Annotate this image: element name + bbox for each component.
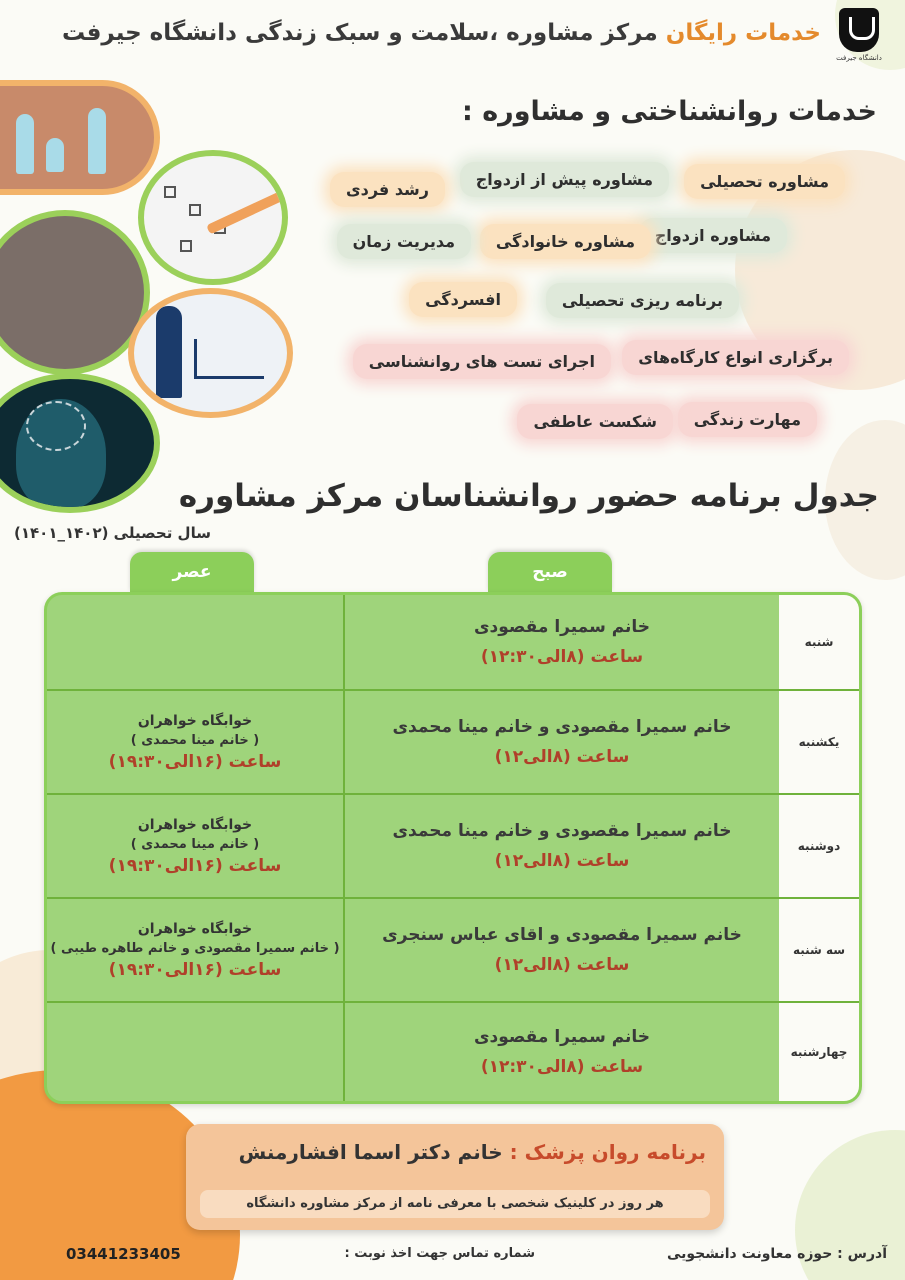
psychiatrist-note: هر روز در کلینیک شخصی با معرفی نامه از مرکز مشاوره دانشگاه	[200, 1190, 710, 1218]
morning-names: خانم سمیرا مقصودی	[473, 1027, 651, 1047]
morning-names: خانم سمیرا مقصودی	[473, 617, 651, 637]
evening-cell	[47, 595, 343, 689]
table-row	[47, 595, 859, 691]
title-rest: مرکز مشاوره ،سلامت و سبک زندگی دانشگاه جیرفت	[61, 20, 666, 46]
morning-cell	[343, 899, 779, 1001]
morning-cell	[343, 691, 779, 793]
evening-hours: ساعت (۱۶الی۱۹:۳۰)	[108, 959, 282, 980]
header	[20, 8, 887, 60]
evening-cell	[47, 899, 343, 1001]
psychiatrist-box	[186, 1124, 724, 1230]
morning-names: خانم سمیرا مقصودی و خانم مینا محمدی	[392, 821, 732, 841]
evening-cell	[47, 1003, 343, 1101]
logo-caption: دانشگاه جیرفت	[836, 54, 882, 62]
evening-cell	[47, 691, 343, 793]
day-cell: یکشنبه	[779, 691, 859, 793]
column-header-morning: صبح	[488, 552, 612, 592]
evening-names: ( خانم مینا محمدی )	[130, 836, 260, 852]
service-pill: مهارت زندگی	[678, 402, 817, 437]
footer	[18, 1244, 887, 1270]
university-logo	[831, 8, 887, 68]
morning-cell	[343, 1003, 779, 1101]
table-row	[47, 899, 859, 1003]
morning-hours: ساعت (۸الی۱۲)	[494, 851, 630, 871]
photo-collage	[0, 70, 305, 510]
morning-cell	[343, 595, 779, 689]
service-pill: مشاوره ازدواج	[639, 218, 787, 253]
morning-names: خانم سمیرا مقصودی و اقای عباس سنجری	[382, 925, 742, 945]
service-pill: شکست عاطفی	[517, 404, 673, 439]
psychiatrist-label: برنامه روان پزشک :	[502, 1140, 706, 1164]
person-figure-icon	[16, 114, 34, 174]
schedule-table	[44, 592, 862, 1104]
pen-icon	[206, 187, 288, 234]
stairs-icon	[194, 339, 264, 379]
day-cell: سه شنبه	[779, 899, 859, 1001]
schedule-title: جدول برنامه حضور روانشناسان مرکز مشاوره	[178, 478, 879, 514]
morning-hours: ساعت (۸الی۱۲:۳۰)	[480, 647, 644, 667]
service-pill: مشاوره تحصیلی	[684, 164, 845, 199]
morning-names: خانم سمیرا مقصودی و خانم مینا محمدی	[392, 717, 732, 737]
family-photo	[0, 80, 160, 195]
service-pill: مدیریت زمان	[337, 224, 471, 259]
walking-figure-icon	[156, 306, 182, 398]
service-pill: رشد فردی	[330, 172, 445, 207]
evening-names: ( خانم سمیرا مقصودی و خانم طاهره طیبی )	[50, 940, 340, 956]
evening-hours: ساعت (۱۶الی۱۹:۳۰)	[108, 751, 282, 772]
shield-icon	[839, 8, 879, 52]
evening-place: خوابگاه خواهران	[137, 712, 253, 729]
service-pill: برنامه ریزی تحصیلی	[546, 283, 739, 318]
day-cell: چهارشنبه	[779, 1003, 859, 1101]
service-pill: مشاوره پیش از ازدواج	[460, 162, 669, 197]
morning-hours: ساعت (۸الی۱۲:۳۰)	[480, 1057, 644, 1077]
psychiatrist-line	[239, 1140, 706, 1164]
evening-cell	[47, 795, 343, 897]
service-pill: مشاوره خانوادگی	[480, 224, 651, 259]
psychiatrist-name: خانم دکتر اسما افشارمنش	[238, 1140, 503, 1164]
phone-number[interactable]: 03441233405	[66, 1245, 181, 1263]
stairs-drawing-photo	[128, 288, 293, 418]
evening-place: خوابگاه خواهران	[137, 920, 253, 937]
services-title: خدمات روانشناختی و مشاوره :	[462, 96, 877, 127]
address-text: آدرس : حوزه معاونت دانشجویی	[666, 1246, 887, 1262]
evening-names: ( خانم مینا محمدی )	[130, 732, 260, 748]
morning-hours: ساعت (۸الی۱۲)	[494, 955, 630, 975]
evening-place: خوابگاه خواهران	[137, 816, 253, 833]
morning-hours: ساعت (۸الی۱۲)	[494, 747, 630, 767]
service-pill: اجرای تست های روانشناسی	[353, 344, 611, 379]
checkbox-mark-icon	[189, 204, 201, 216]
service-pill: افسردگی	[409, 282, 517, 317]
day-cell: شنبه	[779, 595, 859, 689]
evening-hours: ساعت (۱۶الی۱۹:۳۰)	[108, 855, 282, 876]
person-figure-icon	[88, 108, 106, 174]
page-title	[62, 20, 821, 46]
title-accent: خدمات رایگان	[665, 20, 821, 46]
table-row	[47, 795, 859, 899]
morning-cell	[343, 795, 779, 897]
column-header-evening: عصر	[130, 552, 254, 592]
test-sheet-photo	[138, 150, 288, 285]
checkbox-mark-icon	[164, 186, 176, 198]
day-cell: دوشنبه	[779, 795, 859, 897]
table-row	[47, 1003, 859, 1101]
service-pill: برگزاری انواع کارگاه‌های	[622, 340, 849, 375]
scribble-icon	[26, 401, 86, 451]
child-figure-icon	[46, 138, 64, 172]
checkbox-mark-icon	[180, 240, 192, 252]
table-row	[47, 691, 859, 795]
academic-year: سال تحصیلی (۱۴۰۲_۱۴۰۱)	[14, 524, 211, 542]
mind-photo	[0, 373, 160, 513]
contact-label: شماره تماس جهت اخذ نوبت :	[344, 1246, 535, 1261]
